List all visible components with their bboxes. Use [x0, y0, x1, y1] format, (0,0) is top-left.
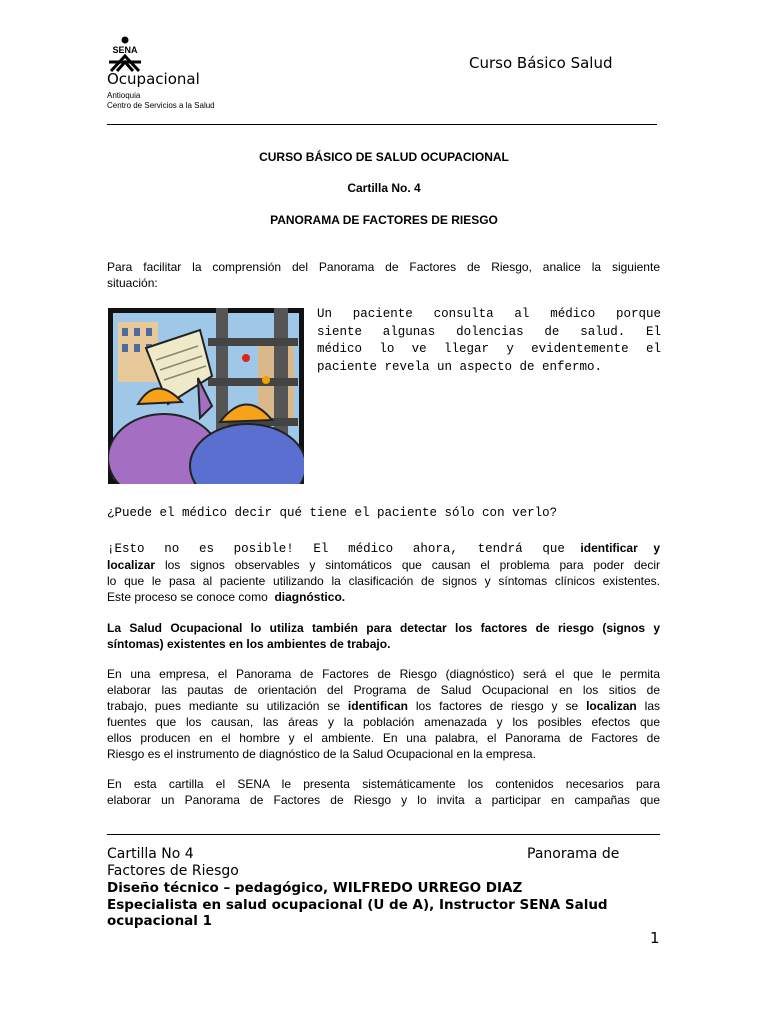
footer-design: Diseño técnico – pedagógico, WILFREDO URREGO DIAZ: [107, 880, 523, 896]
footer-panorama: Panorama de: [527, 846, 620, 862]
sena-paragraph: En esta cartilla el SENA le presenta sistemáticamente los contenidos necesarios para elaborar un Panorama de Factores de Riesgo y lo invita a participar en campañas que: [107, 777, 660, 807]
intro-paragraph: Para facilitar la comprensión del Panorama de Factores de Riesgo, analice la siguiente situación:: [107, 260, 660, 290]
occupational-health-paragraph: La Salud Ocupacional lo utiliza también para detectar los factores de riesgo (signos y síntomas) existentes en los ambientes de trabajo.: [107, 621, 660, 651]
footer-rule: [107, 834, 660, 835]
footer-occupational: ocupacional 1: [107, 913, 213, 929]
footer-factores: Factores de Riesgo: [107, 863, 239, 879]
page-number: 1: [650, 929, 660, 947]
org-sub1: Antioquia: [107, 91, 141, 100]
question-text: ¿Puede el médico decir qué tiene el paciente sólo con verlo?: [107, 506, 558, 520]
cartilla-number: Cartilla No. 4: [347, 181, 421, 195]
svg-text:SENA: SENA: [112, 45, 138, 55]
header-rule: [107, 124, 657, 125]
org-sub2: Centro de Servicios a la Salud: [107, 101, 215, 110]
doc-title: CURSO BÁSICO DE SALUD OCUPACIONAL: [259, 150, 509, 164]
workers-illustration: [108, 308, 304, 484]
sena-logo-icon: [107, 36, 143, 72]
case-description: Un paciente consulta al médico porque siente algunas dolencias de salud. El médico lo ve llegar y evidentemente el paciente revela un aspecto de enfermo.: [317, 307, 661, 374]
section-title: PANORAMA DE FACTORES DE RIESGO: [270, 213, 498, 227]
course-title: Curso Básico Salud: [469, 54, 613, 72]
construction-workers-image: [108, 308, 304, 484]
company-paragraph: En una empresa, el Panorama de Factores de Riesgo (diagnóstico) será el que le permita elaborar las pautas de orientación del Programa de Salud Ocupacional en los sitios de trabajo, pues mediante su utilización se identifican los factores de riesgo y se localizan las fuentes que los causan, las áreas y la población amenazada y los posibles efectos que ellos producen en el hombre y el ambiente. En una palabra, el Panorama de Factores de Riesgo es el instrumento de diagnóstico de la Salud Ocupacional en la empresa.: [107, 667, 661, 761]
diagnosis-paragraph: ¡Esto no es posible! El médico ahora, tendrá que identificar y localizar los signos observables y sintomáticos que causan el problema para poder decir lo que le pasa al paciente utilizando la clasificación de signos y síntomas clínicos existentes. Este proceso se conoce como diagnóstico.: [107, 541, 660, 604]
sena-logo: [107, 36, 143, 72]
footer-cartilla: Cartilla No 4: [107, 846, 194, 862]
org-line: Ocupacional: [107, 70, 200, 88]
footer-specialist: Especialista en salud ocupacional (U de A), Instructor SENA Salud: [107, 897, 608, 913]
